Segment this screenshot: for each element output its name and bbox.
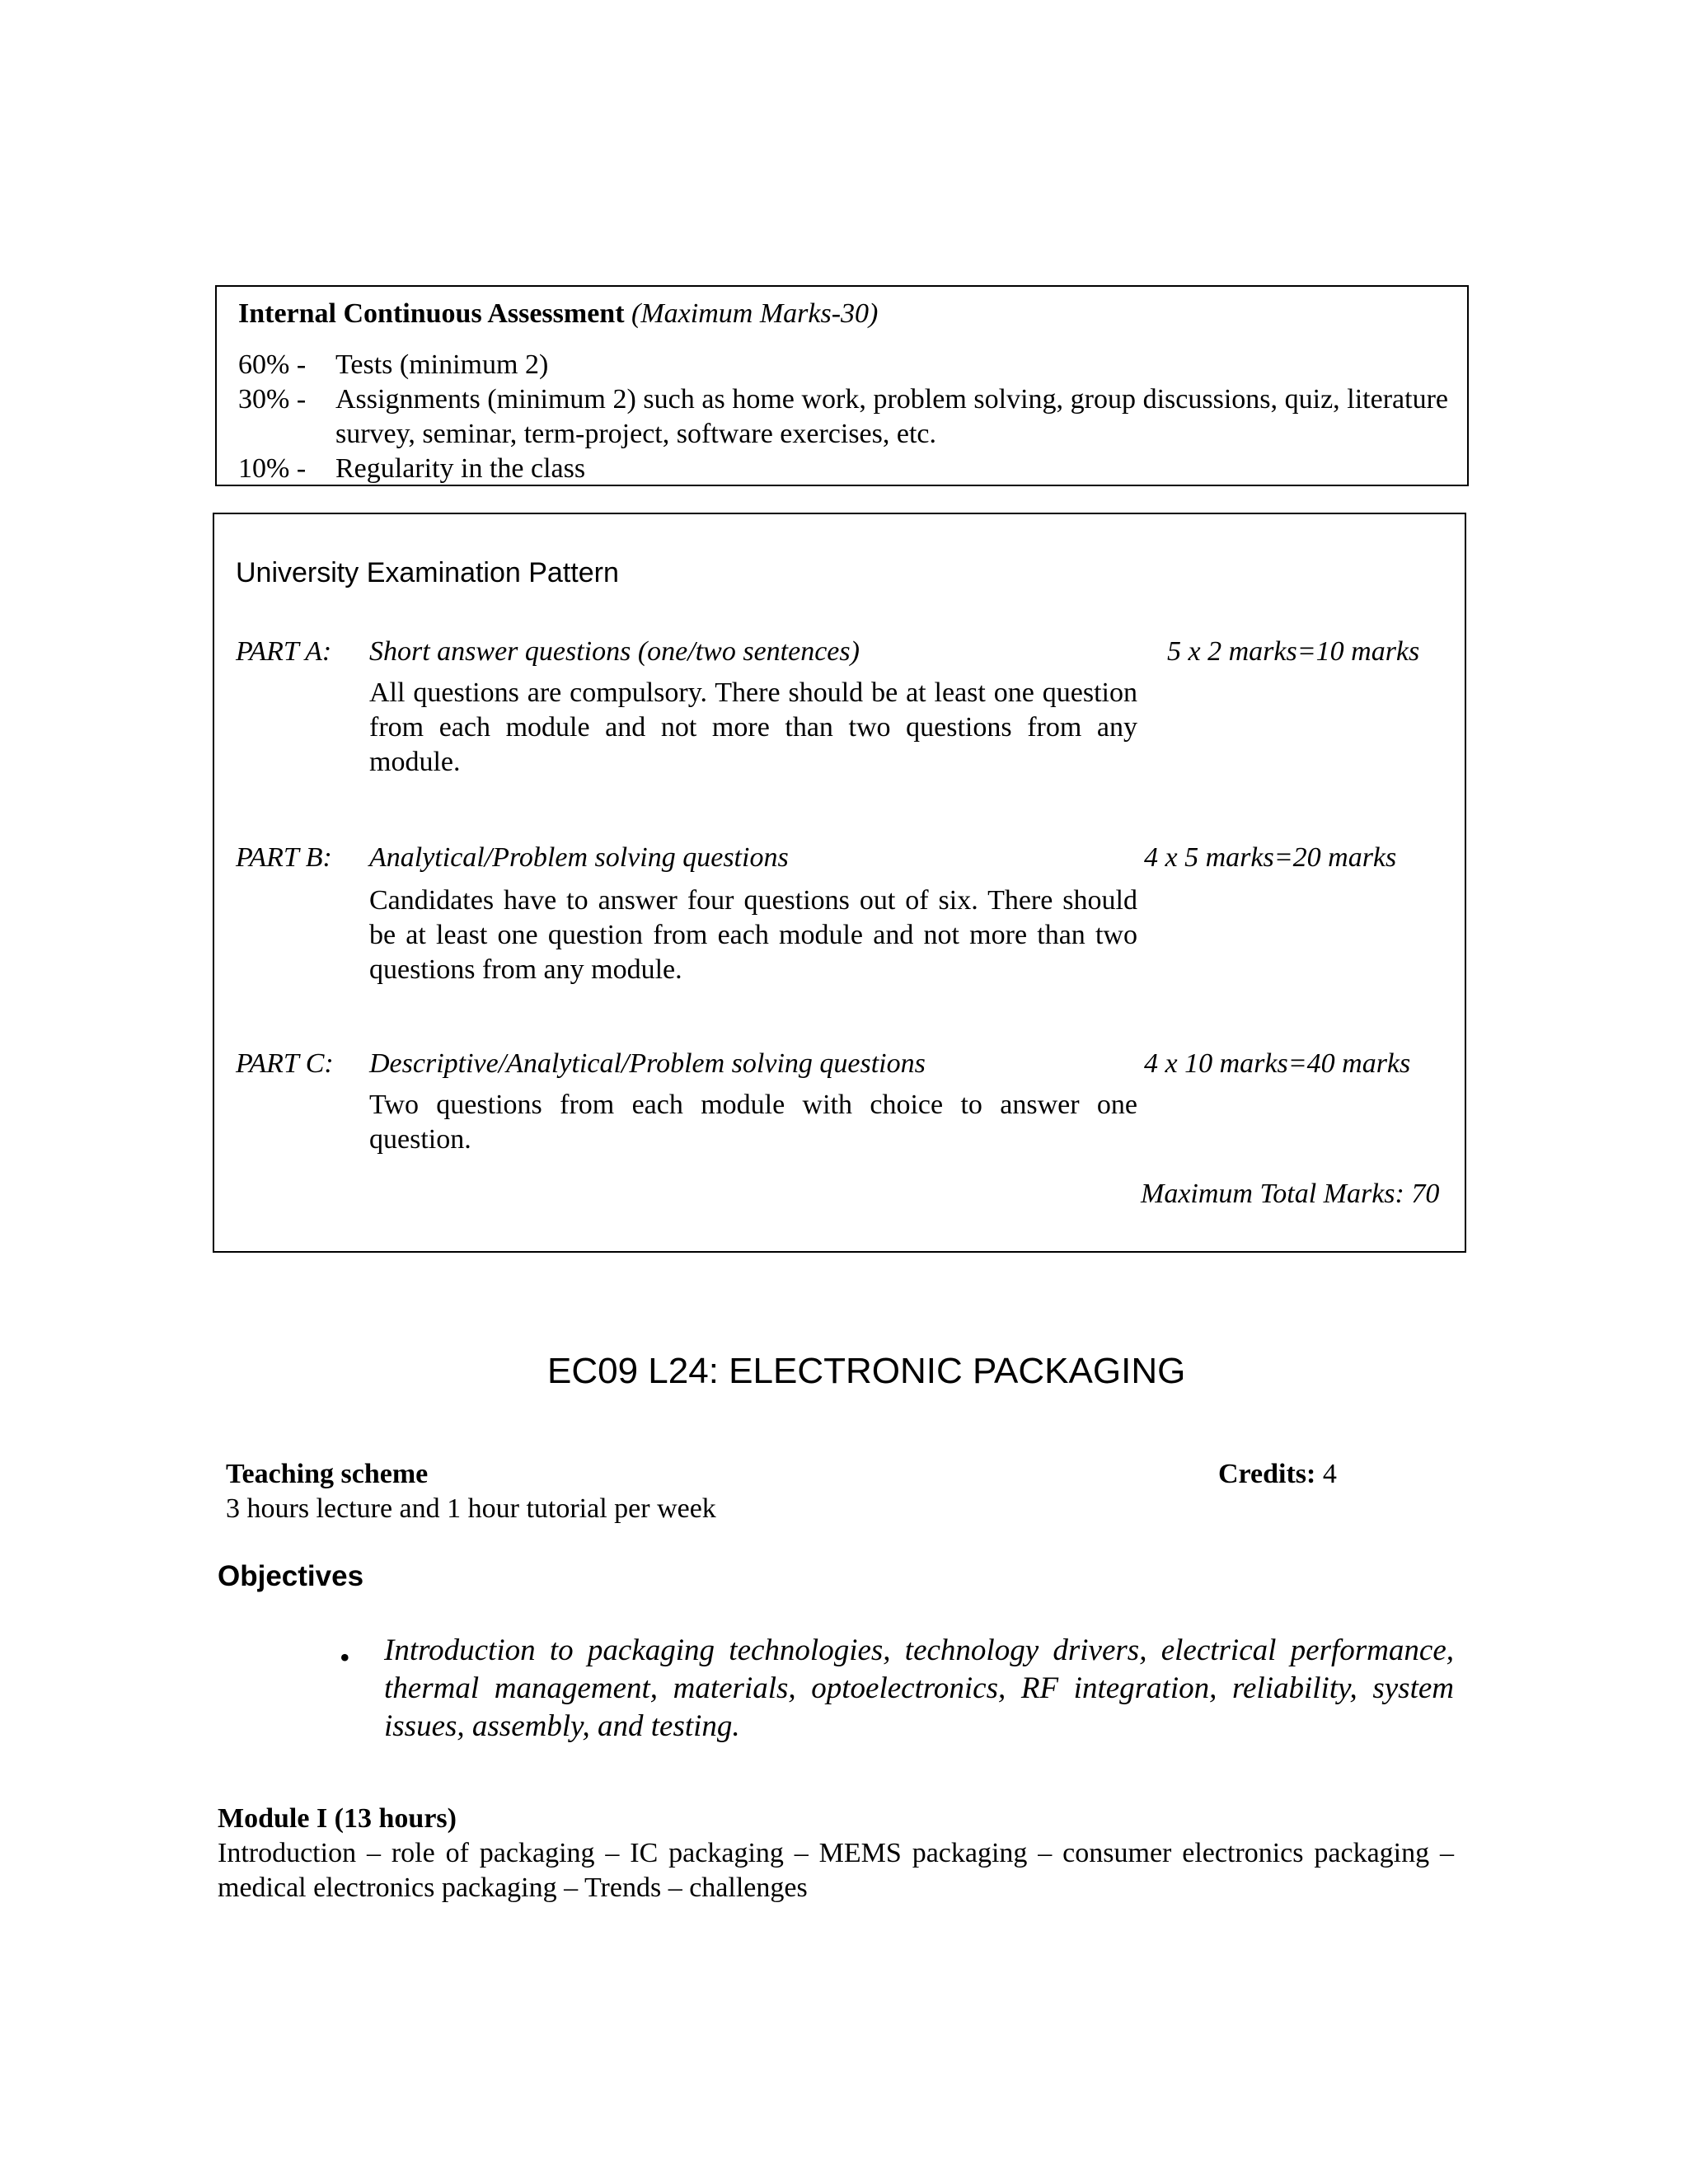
credits-value: 4 (1322, 1459, 1337, 1489)
internal-assessment-box (215, 285, 1469, 486)
part-a-label: PART A: (236, 636, 332, 667)
part-a-marks: 5 x 2 marks=10 marks (1167, 636, 1420, 667)
exam-pattern-box (213, 513, 1466, 1253)
teaching-scheme-label: Teaching scheme (226, 1459, 429, 1489)
part-a-heading: Short answer questions (one/two sentences) (369, 636, 860, 667)
objectives-heading: Objectives (218, 1560, 364, 1592)
ica-title: Internal Continuous Assessment (238, 298, 625, 329)
module-text: Introduction – role of packaging – IC packaging – MEMS packaging – consumer electronics packaging – medical electronics packaging – Trends – challenges (218, 1838, 1454, 1903)
part-c-label: PART C: (236, 1048, 334, 1079)
part-c-description: Two questions from each module with choice to answer one question. (369, 1090, 1137, 1155)
ica-pct-10: 10% - (238, 453, 307, 484)
ica-heading (238, 297, 878, 331)
bullet-icon: • (340, 1641, 350, 1674)
part-c-marks: 4 x 10 marks=40 marks (1144, 1048, 1411, 1079)
ica-pct-60: 60% - (238, 349, 307, 380)
ica-text-10: Regularity in the class (335, 453, 586, 484)
objective-text: Introduction to packaging technologies, technology drivers, electrical performance, thermal management, materials, optoelectronics, RF integration, reliability, system issues, assembly, and testing. (384, 1633, 1454, 1743)
ica-max-marks: (Maximum Marks-30) (631, 298, 879, 329)
part-a-description: All questions are compulsory. There should be at least one question from each module and not more than two questions from any module. (369, 677, 1137, 777)
ica-text-60: Tests (minimum 2) (335, 349, 549, 380)
part-b-marks: 4 x 5 marks=20 marks (1144, 842, 1397, 873)
module-heading: Module I (13 hours) (218, 1803, 457, 1834)
part-b-heading: Analytical/Problem solving questions (369, 842, 789, 873)
credits-label: Credits: (1218, 1459, 1316, 1489)
course-title: EC09 L24: ELECTRONIC PACKAGING (547, 1351, 1186, 1391)
part-c-heading: Descriptive/Analytical/Problem solving questions (369, 1048, 926, 1079)
exam-title: University Examination Pattern (236, 557, 619, 588)
max-total-marks: Maximum Total Marks: 70 (1141, 1179, 1440, 1209)
ica-pct-30: 30% - (238, 384, 307, 415)
teaching-scheme-text: 3 hours lecture and 1 hour tutorial per week (226, 1493, 716, 1524)
credits (1218, 1457, 1337, 1492)
part-b-description: Candidates have to answer four questions out of six. There should be at least one question from each module and not more than two questions from any module. (369, 885, 1137, 985)
part-b-label: PART B: (236, 842, 332, 873)
ica-text-30: Assignments (minimum 2) such as home work, problem solving, group discussions, quiz, literature survey, seminar, term-project, software exercises, etc. (335, 384, 1448, 449)
